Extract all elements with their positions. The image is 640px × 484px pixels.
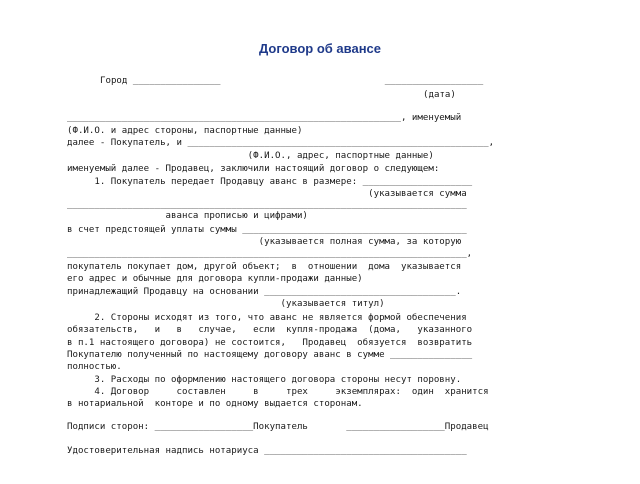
clause-2-line-2: обязательств, и в случае, если купля-продажа (дома, указанного [67, 325, 473, 335]
clause-1-line: 1. Покупатель передает Продавцу аванс в размере: ____________________ [67, 177, 473, 187]
clause-3-line: 3. Расходы по оформлению настоящего договора стороны несут поровну. [67, 375, 462, 385]
total-sum-caption: (указывается полная сумма, за которую [67, 237, 462, 247]
advance-amount-line: _________________________________________________________________________ [67, 200, 467, 210]
title-basis-line: принадлежащий Продавцу на основании ___________________________________. [67, 287, 462, 297]
document-title: Договор об авансе [258, 41, 382, 56]
seller-intro-line: именуемый далее - Продавец, заключили настоящий договор о следующем: [67, 164, 440, 174]
clause-4-line-2: в нотариальной конторе и по одному выдается сторонам. [67, 399, 363, 409]
object-line: _________________________________________________________________________, [67, 249, 473, 259]
party-line: _____________________________________________________________, именуемый [67, 113, 462, 123]
party-caption: (Ф.И.О. и адрес стороны, паспортные данные) [67, 126, 303, 136]
buyer-caption: (Ф.И.О., адрес, паспортные данные) [67, 151, 434, 161]
date-caption: (дата) [100, 90, 456, 100]
total-sum-line: в счет предстоящей уплаты суммы _________________________________________ [67, 225, 467, 235]
advance-caption: аванса прописью и цифрами) [67, 211, 308, 221]
city-date-line: Город ________________ __________________ [100, 76, 484, 86]
notary-line: Удостоверительная надпись нотариуса _____________________________________ [67, 446, 467, 456]
clause-2-line-5: полностью. [67, 362, 122, 372]
clause-4-line-1: 4. Договор составлен в трех экземплярах: один хранится [67, 387, 489, 397]
clause-2-line-4: Покупателю полученный по настоящему договору аванс в сумме _______________ [67, 350, 473, 360]
title-basis-caption: (указывается титул) [67, 299, 385, 309]
buyer-line: далее - Покупатель, и _______________________________________________________, [67, 138, 495, 148]
object-desc-line-1: покупатель покупает дом, другой объект; в отношении дома указывается [67, 262, 462, 272]
clause-2-line-3: в п.1 настоящего договора) не состоится, Продавец обязуется возвратить [67, 338, 473, 348]
clause-1-caption: (указывается сумма [67, 189, 467, 199]
clause-2-line-1: 2. Стороны исходят из того, что аванс не является формой обеспечения [67, 313, 467, 323]
signatures-line: Подписи сторон: __________________Покупатель __________________Продавец [67, 422, 489, 432]
object-desc-line-2: его адрес и обычные для договора купли-продажи данные) [67, 274, 363, 284]
